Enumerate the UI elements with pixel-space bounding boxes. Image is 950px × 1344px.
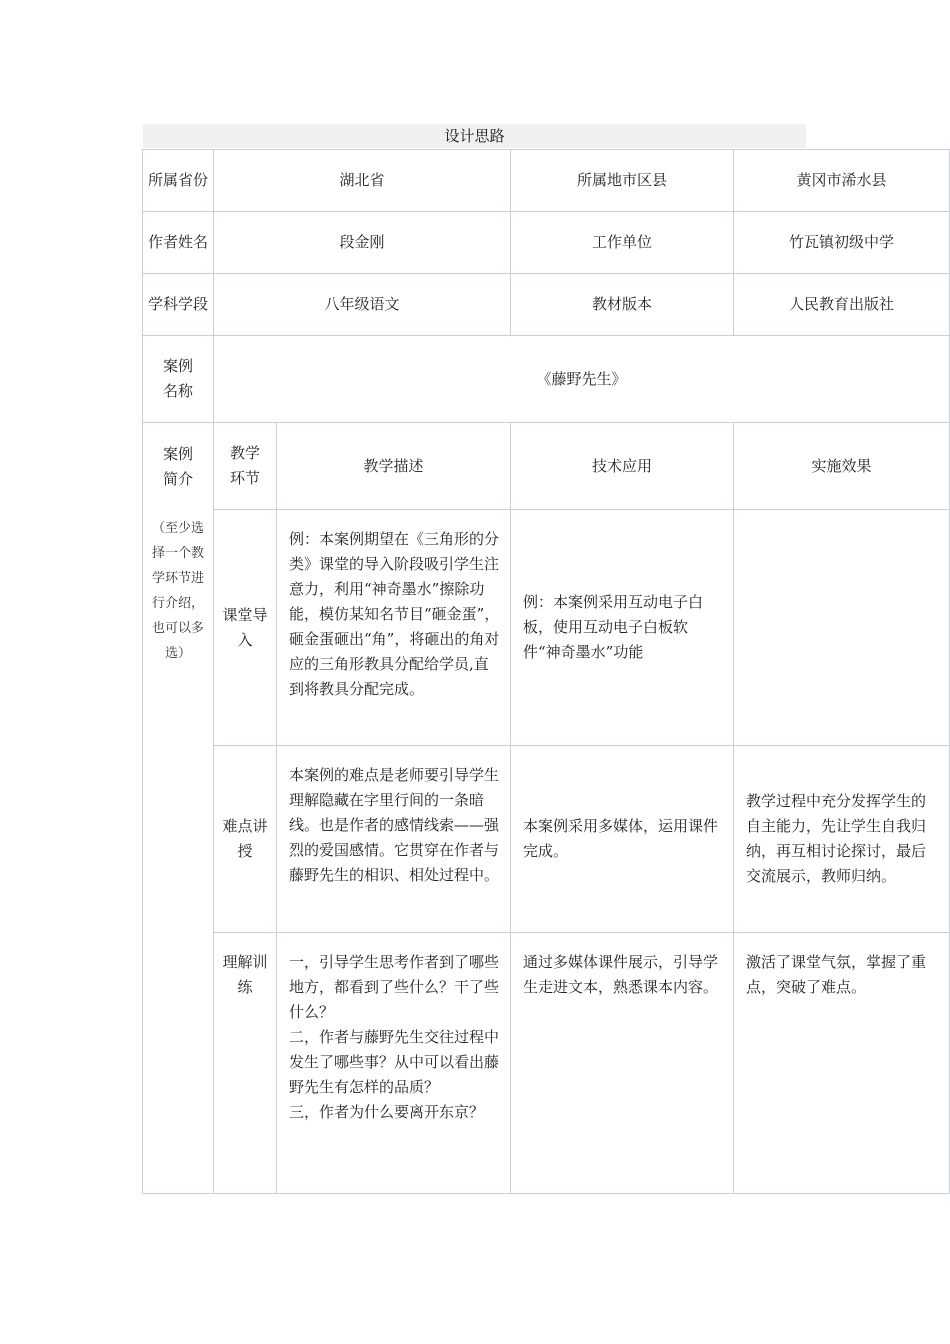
- textbook-label: 教材版本: [511, 274, 734, 336]
- stage-name: 理解训练: [222, 953, 268, 996]
- author-value: 段金刚: [214, 212, 511, 274]
- case-intro-label: [143, 423, 214, 1194]
- description-text: 例：本案例期望在《三角形的分类》课堂的导入阶段吸引学生注意力，利用“神奇墨水”擦除功能，模仿某知名节目“砸金蛋”，砸金蛋砸出“角”，将砸出的角对应的三角形教具分配给学员,直到将教具分配完成。: [289, 530, 500, 698]
- case-intro-label-line2: 简介: [162, 470, 193, 488]
- stage-cell: [214, 510, 277, 746]
- stage-cell: [214, 933, 277, 1194]
- effect-cell: [734, 746, 950, 933]
- page-title: 设计思路: [143, 124, 806, 148]
- technology-text: 本案例采用多媒体，运用课件完成。: [523, 817, 719, 860]
- info-row: [143, 150, 950, 212]
- effect-text: 激活了课堂气氛，掌握了重点，突破了难点。: [746, 953, 927, 996]
- description-line: 二，作者与藤野先生交往过程中发生了哪些事？从中可以看出藤野先生有怎样的品质？: [289, 1028, 500, 1096]
- workplace-label: 工作单位: [511, 212, 734, 274]
- description-line: 一，引导学生思考作者到了哪些地方，都看到了些什么？干了些什么？: [289, 953, 500, 1021]
- info-row: [143, 274, 950, 336]
- technology-cell: [511, 933, 734, 1194]
- case-intro-header-row: [143, 423, 950, 510]
- province-value: 湖北省: [214, 150, 511, 212]
- description-cell: [277, 510, 511, 746]
- case-intro-label-line1: 案例: [162, 445, 193, 463]
- technology-text: 例：本案例采用互动电子白板，使用互动电子白板软件“神奇墨水”功能: [523, 593, 704, 661]
- stage-header-line1: 教学: [229, 444, 260, 462]
- description-header: 教学描述: [277, 423, 511, 510]
- subject-value: 八年级语文: [214, 274, 511, 336]
- description-cell: [277, 933, 511, 1194]
- effect-text: 教学过程中充分发挥学生的自主能力，先让学生自我归纳，再互相讨论探讨，最后交流展示，教师归纳。: [746, 792, 927, 885]
- technology-header: 技术应用: [511, 423, 734, 510]
- stage-cell: [214, 746, 277, 933]
- county-value: 黄冈市浠水县: [734, 150, 950, 212]
- description-line: 三，作者为什么要离开东京？: [289, 1103, 485, 1121]
- textbook-value: 人民教育出版社: [734, 274, 950, 336]
- table-row: [143, 933, 950, 1194]
- case-intro-note: （至少选择一个教学环节进行介绍，也可以多选）: [151, 521, 204, 661]
- technology-text: 通过多媒体课件展示，引导学生走进文本，熟悉课本内容。: [523, 953, 719, 996]
- stage-name: 难点讲授: [222, 817, 268, 860]
- stage-name: 课堂导入: [222, 605, 268, 649]
- province-label: 所属省份: [143, 150, 214, 212]
- case-name-value: 《藤野先生》: [214, 336, 950, 423]
- author-label: 作者姓名: [143, 212, 214, 274]
- effect-cell: [734, 933, 950, 1194]
- case-name-row: [143, 336, 950, 423]
- case-name-label: [143, 336, 214, 423]
- technology-cell: [511, 510, 734, 746]
- effect-cell: [734, 510, 950, 746]
- county-label: 所属地市区县: [511, 150, 734, 212]
- stage-header: [214, 423, 277, 510]
- effect-header: 实施效果: [734, 423, 950, 510]
- technology-cell: [511, 746, 734, 933]
- stage-header-line2: 环节: [229, 469, 260, 487]
- description-text: 本案例的难点是老师要引导学生理解隐藏在字里行间的一条暗线。也是作者的感情线索——强烈的爱国感情。它贯穿在作者与藤野先生的相识、相处过程中。: [289, 766, 500, 884]
- info-row: [143, 212, 950, 274]
- table-row: [143, 746, 950, 933]
- design-table: [142, 149, 950, 1194]
- subject-label: 学科学段: [143, 274, 214, 336]
- description-cell: [277, 746, 511, 933]
- case-name-label-line1: 案例: [162, 357, 193, 375]
- case-name-label-line2: 名称: [162, 382, 193, 400]
- workplace-value: 竹瓦镇初级中学: [734, 212, 950, 274]
- table-row: [143, 510, 950, 746]
